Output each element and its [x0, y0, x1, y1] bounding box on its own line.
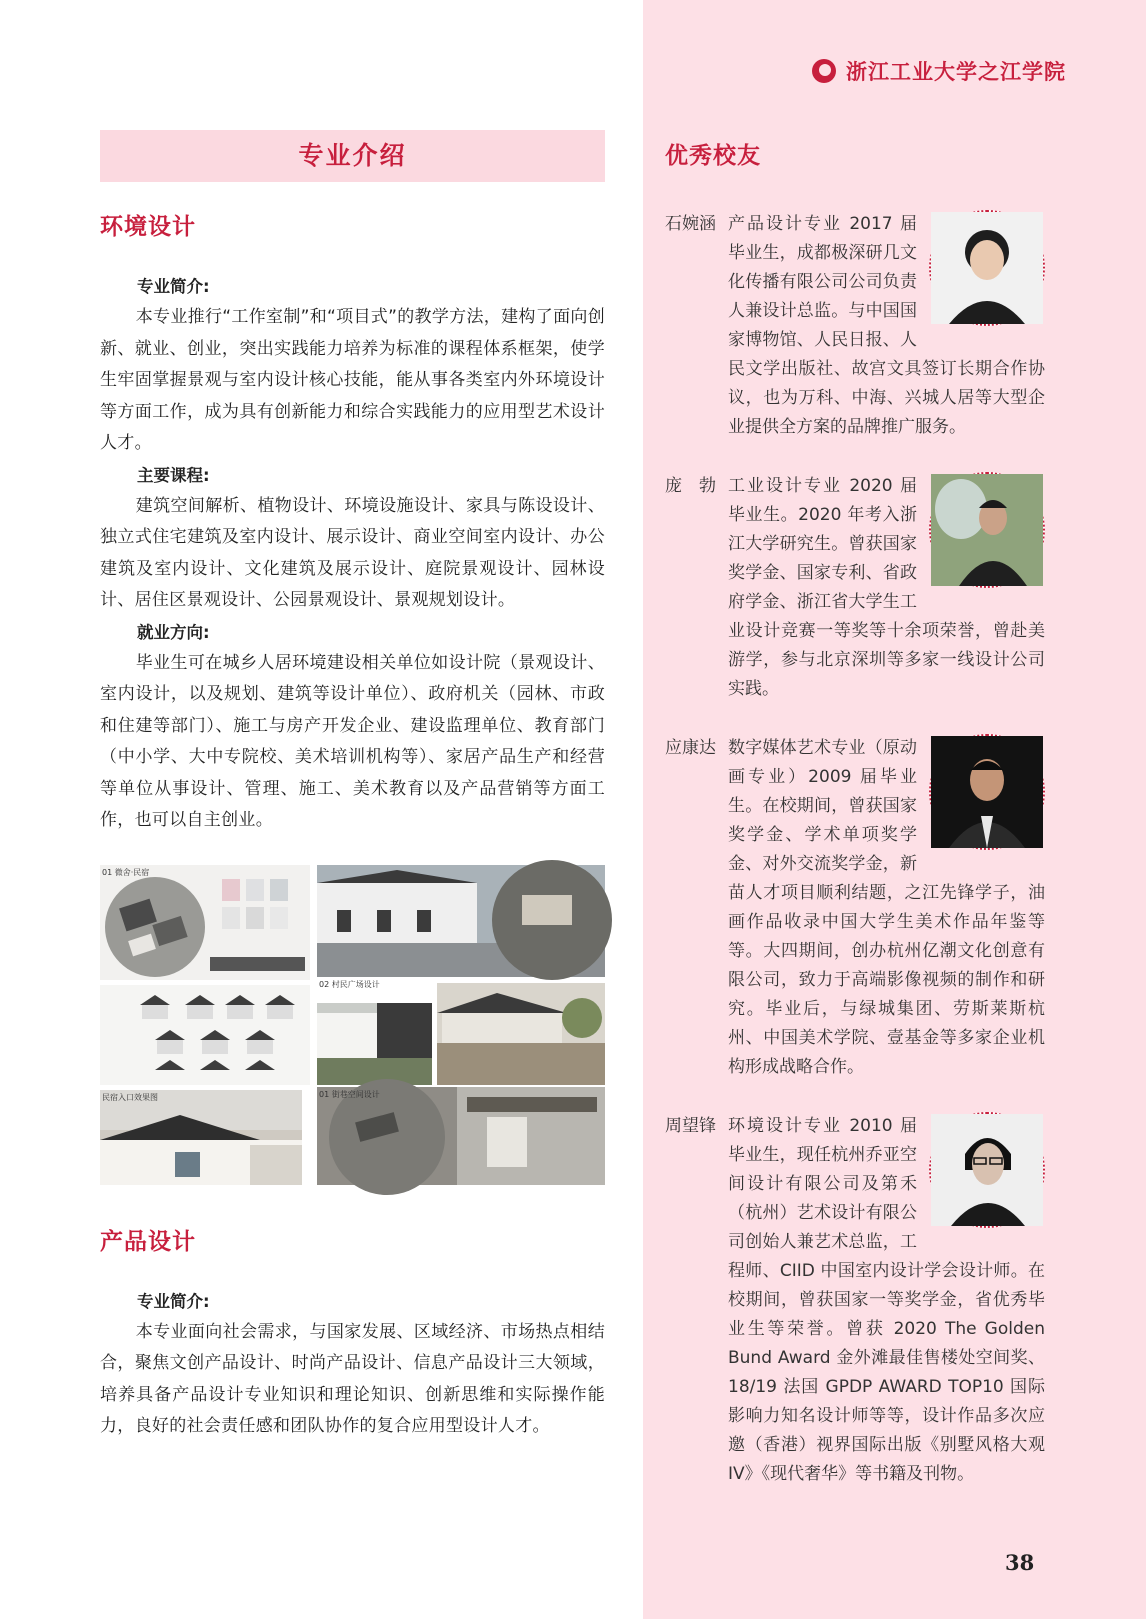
alumni-column	[665, 130, 1045, 1519]
collage-plaza-render	[437, 983, 605, 1085]
college-emblem-icon	[812, 59, 836, 83]
section-banner: 专业介绍	[100, 130, 605, 182]
alumni-portrait	[929, 734, 1045, 850]
village-square-render-illustration	[317, 865, 605, 977]
major-introduction-column	[100, 130, 605, 1443]
collage-label-entrance: 民宿入口效果图	[102, 1092, 158, 1102]
subheading-product-profile: 专业简介:	[137, 1291, 210, 1311]
plaza-render-illustration	[437, 983, 605, 1085]
college-logo-text: 浙江工业大学之江学院	[846, 59, 1066, 84]
collage-street-render	[317, 1087, 605, 1185]
page-number: 38	[1005, 1550, 1035, 1575]
design-work-collage	[100, 865, 605, 1195]
alumni-name: 石婉涵	[665, 214, 716, 234]
collage-courtyard-render	[317, 1003, 432, 1085]
alumni-portrait	[929, 210, 1045, 326]
alumni-entry	[665, 734, 1045, 1082]
section-title-environment-design: 环境设计	[100, 214, 196, 240]
section-title-product-design: 产品设计	[100, 1228, 196, 1255]
alumni-name: 应康达	[665, 738, 716, 758]
alumni-bio: 数字媒体艺术专业（原动画专业）2009 届毕业生。在校期间，曾获国家奖学金、学术单项奖学金、对外交流奖学金，新苗人才项目顺利结题，之江先锋学子，油画作品收录中国大学生美术作品年鉴等等。大四期间，创办杭州亿潮文化创意有限公司，致力于高端影像视频的制作和研究。毕业后，与绿城集团、劳斯莱斯杭州、中国美术学院、壹基金等多家企业机构形成战略合作。	[728, 738, 1045, 1077]
alumni-bio: 工业设计专业 2020 届毕业生。2020 年考入浙江大学研究生。曾获国家奖学金、国家专利、省政府学金、浙江省大学生工业设计竞赛一等奖等十余项荣誉，曾赴美游学，参与北京深圳等多家一线设计公司实践。	[728, 476, 1045, 699]
building-models-illustration	[100, 985, 310, 1085]
street-render-illustration	[317, 1087, 605, 1185]
portrait-illustration	[931, 1114, 1043, 1226]
alumni-portrait	[929, 1112, 1045, 1228]
collage-plan-panel	[100, 865, 310, 980]
alumni-name: 庞 勃	[665, 476, 716, 496]
alumni-bio: 环境设计专业 2010 届毕业生，现任杭州乔亚空间设计有限公司及第禾（杭州）艺术设计有限公司创始人兼艺术总监，工程师、CIID 中国室内设计学会设计师。在校期间，曾获国家一等奖学金，省优秀毕业生等荣誉。曾获 2020 The Golden Bund Award 金外滩最佳售楼处空间奖、18/19 法国 GPDP AWARD TOP10 国际影响力知名设计师等等，设计作品多次应邀（香港）视界国际出版《别墅风格大观 IV》《现代奢华》等书籍及刊物。	[728, 1116, 1045, 1484]
paragraph-careers: 毕业生可在城乡人居环境建设相关单位如设计院（景观设计、室内设计，以及规划、建筑等设计单位）、政府机关（园林、市政和住建等部门）、施工与房产开发企业、建设监理单位、教育部门（中小学、大中专院校、美术培训机构等）、家居产品生产和经营等单位从事设计、管理、施工、美术教育以及产品营销等方面工作，也可以自主创业。	[100, 652, 605, 830]
collage-label-street: 01 街巷空间设计	[319, 1089, 380, 1099]
alumni-portrait	[929, 472, 1045, 588]
subheading-courses: 主要课程:	[137, 465, 210, 485]
portrait-illustration	[931, 212, 1043, 324]
alumni-entry	[665, 1112, 1045, 1489]
paragraph-product-profile: 本专业面向社会需求，与国家发展、区域经济、市场热点相结合，聚焦文创产品设计、时尚产品设计、信息产品设计三大领域，培养具备产品设计专业知识和理论知识、创新思维和实际操作能力，良好的社会责任感和团队协作的复合应用型设计人才。	[100, 1321, 605, 1436]
subheading-careers: 就业方向:	[137, 622, 210, 642]
paragraph-courses: 建筑空间解析、植物设计、环境设施设计、家具与陈设设计、独立式住宅建筑及室内设计、展示设计、商业空间室内设计、办公建筑及室内设计、文化建筑及展示设计、庭院景观设计、园林设计、居住区景观设计、公园景观设计、景观规划设计。	[100, 495, 605, 610]
paragraph-profile: 本专业推行“工作室制”和“项目式”的教学方法，建构了面向创新、就业、创业，突出实践能力培养为标准的课程体系框架，使学生牢固掌握景观与室内设计核心技能，能从事各类室内外环境设计等方面工作，成为具有创新能力和综合实践能力的应用型艺术设计人才。	[100, 307, 605, 453]
portrait-illustration	[931, 736, 1043, 848]
subheading-profile: 专业简介:	[137, 277, 210, 296]
collage-label-homestay: 01 微舍·民宿	[102, 867, 150, 877]
alumni-name: 周望锋	[665, 1116, 716, 1136]
portrait-illustration	[931, 474, 1043, 586]
courtyard-render-illustration	[317, 1003, 432, 1085]
college-logo	[812, 56, 1066, 86]
collage-entrance-render	[100, 1090, 302, 1185]
collage-building-models	[100, 985, 310, 1085]
alumni-entry	[665, 472, 1045, 704]
alumni-title: 优秀校友	[665, 143, 761, 169]
aerial-site-illustration	[100, 865, 310, 980]
collage-village-square-render	[317, 865, 605, 989]
collage-label-square: 02 村民广场设计	[319, 979, 380, 989]
entrance-render-illustration	[100, 1090, 302, 1185]
alumni-entry	[665, 210, 1045, 442]
alumni-bio: 产品设计专业 2017 届毕业生，成都极深研几文化传播有限公司公司负责人兼设计总监。与中国国家博物馆、人民日报、人民文学出版社、故宫文具签订长期合作协议，也为万科、中海、兴城人居等大型企业提供全方案的品牌推广服务。	[728, 214, 1045, 437]
